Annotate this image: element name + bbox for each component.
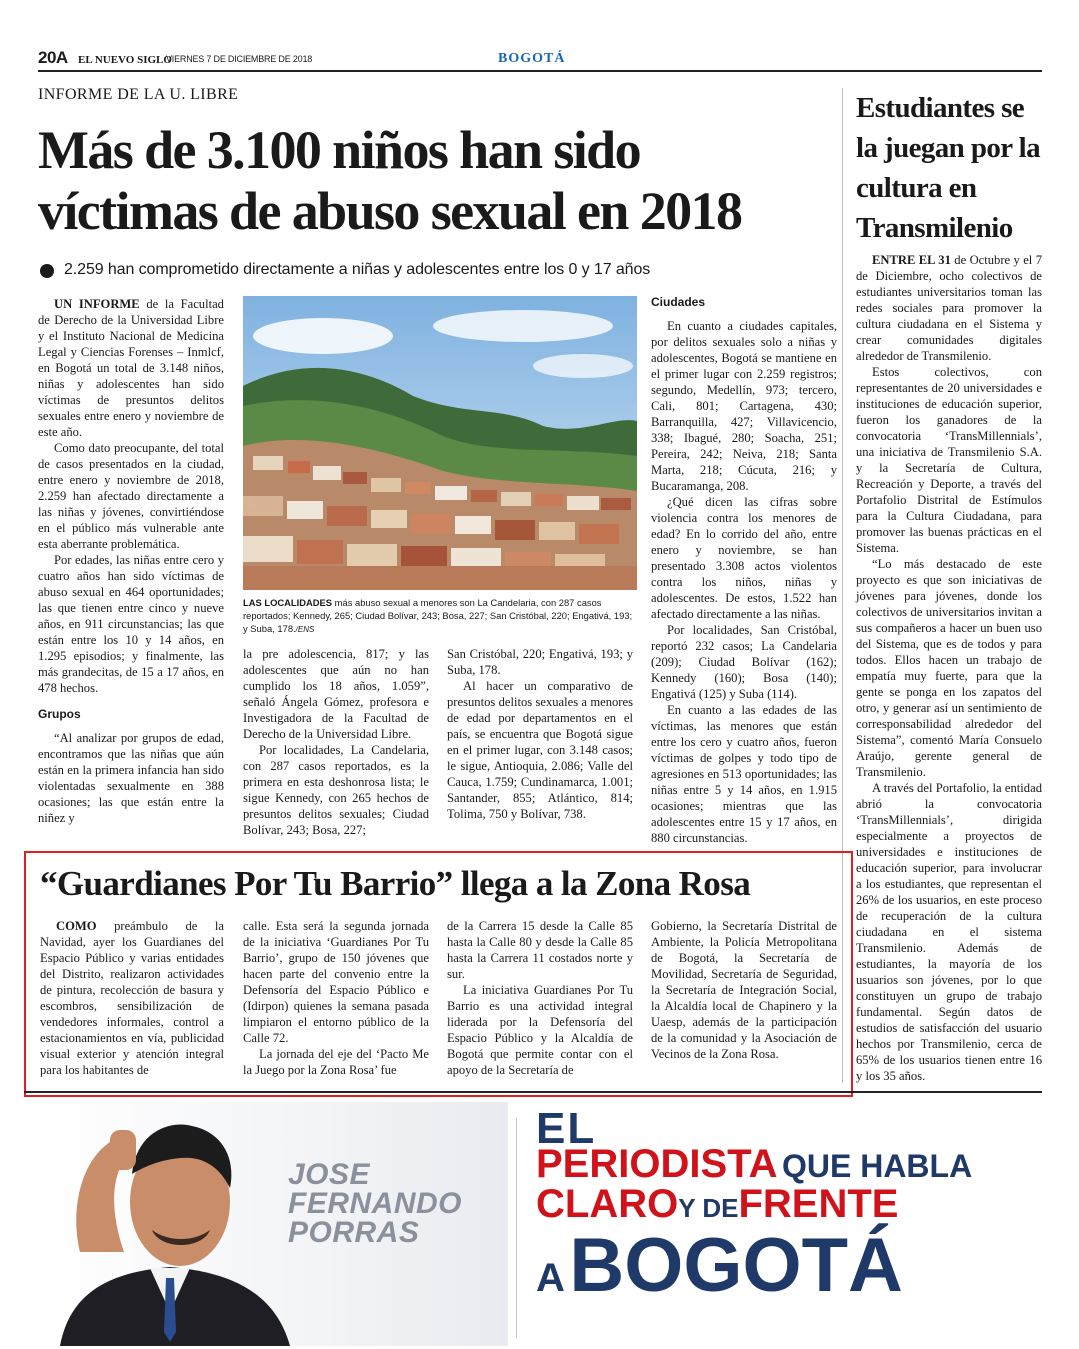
ad-name-line-3: PORRAS [288,1216,420,1249]
ad-slogan-line-2 [536,1142,972,1187]
boxed-story-headline: “Guardianes Por Tu Barrio” llega a la Zona Rosa [40,864,751,903]
paragraph: San Cristóbal, 220; Engativá, 193; y Suba, 178. [447,647,633,677]
lead-in: ENTRE EL 31 [872,253,951,267]
subheading-groups: Grupos [38,707,81,721]
paragraph: A través del Portafolio, la entidad abrió la convocatoria ‘TransMillennials’, dirigida especialmente a proyectos de universidades e instituciones de educación superior, para involucrar a los estudiantes, que representan el 26% de los usuarios, en este proceso de recuperación de la cultura ciudadana en el sistema Transmilenio. Además de estudiantes, la mayoría de los usuarios son jóvenes, por lo que constituyen un grupo de trabajo fundamental. Según datos de estudios de satisfacción del usuario hechos por Transmilenio, cerca de 65% de los usuarios tienen entre 16 y los 35 años. [856,781,1042,1083]
paragraph: Al hacer un comparativo de presuntos delitos sexuales a menores de edad por departamentos en el país, se encuentra que Bogotá sigue en el primer lugar, con 3.148 casos; le sigue, Antioquia, 2.086; Valle del Cauca, 1.759; Cundinamarca, 1.001; Santander, 855; Atlántico, 814; Tolima, 750 y Bolívar, 738. [447,679,633,821]
ad-slogan-line-4 [536,1222,903,1309]
candidate-portrait-illustration [40,1102,300,1346]
paragraph: Gobierno, la Secretaría Distrital de Ambiente, la Policía Metropolitana de Bogotá, la Secretaría de Movilidad, Secretaría de Seguridad, la Secretaría de Integración Social, la Alcaldía local de Chapinero y la Uaesp, además de la participación de la comunidad y la Asociación de Vecinos de la Zona Rosa. [651,919,837,1061]
paragraph [856,252,1042,364]
article-column-3 [447,646,633,822]
city-hillside-photo [243,296,637,590]
paragraph: Por edades, las niñas entre cero y cuatro años han sido víctimas de abuso sexual en 464 oportunidades; las que tienen entre cinco y nueve años, en 911 circunstancias; las que están entre los 10 y 14 años, en 1.295 episodios; y finalmente, las más grandecitas, de 15 a 17 años, en 478 hechos. [38,553,224,695]
photo-caption [243,596,637,636]
ad-name-line-1: JOSE [288,1158,371,1191]
ad-slogan-line-3 [536,1182,898,1227]
ad-word-frente: FRENTE [738,1182,899,1226]
ad-name-line-2: FERNANDO [288,1187,462,1220]
headline-line-2: víctimas de abuso sexual en 2018 [38,181,742,241]
page-number: 20A [38,48,68,67]
article-column-2 [243,646,429,838]
paragraph-text: preámbulo de la Navidad, ayer los Guardianes del Espacio Público y varias entidades del Distrito, realizaron actividades de pintura, recolección de basura y escombros, sensibilización de vendedores informales, control a estacionamientos en vía, publicidad visual exterior y atención integral para los habitantes de [40,919,224,1077]
caption-lead: LAS LOCALIDADES [243,597,333,608]
ad-candidate-name [288,1160,462,1247]
article-kicker: INFORME DE LA U. LIBRE [38,86,239,103]
ad-divider [516,1118,517,1338]
ad-word-claro: CLARO [536,1182,679,1226]
sidebar-column [856,252,1042,1084]
lead-in: COMO [56,919,97,933]
paragraph-text: de Octubre y el 7 de Diciembre, ocho colectivos de estudiantes universitarios toman las redes sociales para promover la cultura ciudadana en el Sistema y crear comunidades digitales alrededor de Transmilenio. [856,253,1043,363]
ad-word-y-de: Y DE [678,1193,739,1223]
paragraph: En cuanto a ciudades capitales, por delitos sexuales solo a niñas y adolescentes, Bogotá se mantiene en el primer lugar con 2.259 registros; segundo, Medellín, 973; tercero, Cali, 801; Cartagena, 430; Barranquilla, 427; Villavicencio, 338; Ibagué, 280; Soacha, 251; Pereira, 242; Neiva, 218; Santa Marta, 218; Cúcuta, 216; y Bucaramanga, 208. [651,319,837,493]
paragraph: “Al analizar por grupos de edad, encontramos que las niñas que aún están en la primera infancia han sido violentadas sexualmente en 388 ocasiones; las que están entre la niñez y [38,731,224,825]
paragraph: En cuanto a las edades de las víctimas, las menores que están entre los cero y cuatro años, fueron víctimas de golpes y todo tipo de agresiones en 513 oportunidades; las niñas entre 5 y 14 años, en 1.915 ocasiones; mientras que las adolescentes entre 15 y 17 años, en 880 circunstancias. [651,703,837,845]
ad-word-periodista: PERIODISTA [536,1142,778,1186]
photo-credit: /ENS [295,625,315,634]
paragraph: Por localidades, San Cristóbal, reportó 232 casos; La Candelaria (209); Ciudad Bolívar (162); Kennedy (160); Bosa (140); Engativá (125) y Suba (114). [651,623,837,701]
article-column-1 [38,296,224,826]
headline-line-1: Más de 3.100 niños han sido [38,120,640,180]
ad-separator-rule [24,1091,1042,1093]
ad-word-a: A [536,1256,565,1300]
lead-in: UN INFORME [54,297,140,311]
paragraph: Por localidades, La Candelaria, con 287 casos reportados, es la primera en esta deshonrosa lista; le sigue Kennedy, con 265 hechos de presuntos delitos sexuales; Ciudad Bolívar, 243; Bosa, 227; [243,743,429,837]
article-headline [38,120,838,242]
ad-word-bogota: BOGOTÁ [569,1223,903,1308]
sidebar-headline: Estudiantes se la juegan por la cultura en Transmilenio [856,92,1041,244]
boxed-column-4 [651,918,837,1062]
paragraph-text: de la Facultad de Derecho de la Universidad Libre y el Instituto Nacional de Medicina Legal y Ciencias Forenses – Inmlcf, en Bogotá un total de 3.148 niños, niñas y adolescentes han sido víctimas de presuntos delitos sexuales entre enero y noviembre de este año. [38,297,224,439]
newspaper-name: EL NUEVO SIGLO [78,54,172,66]
paragraph: ¿Qué dicen las cifras sobre violencia contra los menores de edad? En lo corrido del año, entre enero y noviembre, se han presentado 3.308 actos violentos contra los niños, niñas y adolescentes. De estos, 1.522 han afectado directamente a las niñas. [651,495,837,621]
caption-text: más abuso sexual a menores son La Candelaria, con 287 casos reportados; Kennedy, 265; Ciudad Bolívar, 243; Bosa, 227; San Cristóbal, 220; Engativá, 193; y Suba, 178. [243,597,633,634]
header-rule [38,70,1042,72]
paragraph [40,918,224,1078]
paragraph: calle. Esta será la segunda jornada de la iniciativa ‘Guardianes Por Tu Barrio’, grupo de 150 jóvenes que hacen parte del convenio entre la Defensoría del Espacio Público e (Idirpon) quienes la semana pasada limpiaron el entorno público de la Calle 72. [243,919,429,1045]
article-subhead: 2.259 han comprometido directamente a niñas y adolescentes entre los 0 y 17 años [64,261,651,278]
paragraph: Estos colectivos, con representantes de 20 universidades e instituciones de educación superior, fueron los ganadores de la convocatoria ‘TransMillennials’, una iniciativa de Transmilenio S.A. y la Secretaría de Cultura, Recreación y Deporte, a través del Portafolio Distrital de Estímulos para la Cultura Ciudadana, para promover las buenas prácticas en el Sistema. [856,365,1042,555]
boxed-column-2 [243,918,429,1078]
paragraph: de la Carrera 15 desde la Calle 85 hasta la Calle 80 y desde la Calle 85 hasta la Carrera 11 costados norte y sur. [447,919,633,981]
paragraph [38,296,224,440]
paragraph: la pre adolescencia, 817; y las adolescentes que aún no han cumplido los 18 años, 1.059”, señaló Ángela Gómez, profesora e Investigadora de la Facultad de Derecho de la Universidad Libre. [243,647,429,741]
paragraph: Como dato preocupante, del total de casos presentados en la ciudad, entre enero y noviembre de 2018, 2.259 han afectado directamente a las niñas y jóvenes, convirtiéndose en el público más vulnerable ante esta aberrante problemática. [38,441,224,551]
paragraph: La iniciativa Guardianes Por Tu Barrio es una actividad integral liderada por la Defensoría del Espacio Público y la Alcaldía de Bogotá que permite contar con el apoyo de la Secretaría de [447,983,633,1077]
ad-word-que-habla: QUE HABLA [781,1148,973,1184]
boxed-column-1 [40,918,224,1078]
article-column-4 [651,288,837,846]
bullet-icon [40,264,54,278]
section-label: BOGOTÁ [498,51,566,66]
issue-date: VIERNES 7 DE DICIEMBRE DE 2018 [166,54,313,64]
paragraph: La jornada del eje del ‘Pacto Me la Juego por la Zona Rosa’ fue [243,1047,429,1077]
ad-slogan-el: EL [536,1104,597,1153]
boxed-column-3 [447,918,633,1078]
subheading-cities: Ciudades [651,295,706,309]
paragraph: “Lo más destacado de este proyecto es que son iniciativas de jóvenes para jóvenes, donde los colectivos de universitarios invitan a sus compañeros a hacer un buen uso del Sistema, que es de todos y para todos. Ellos hacen un trabajo de empatía muy fuerte, para que la gente se ponga en los zapatos del otro, y generar así un sentimiento de corresponsabilidad alrededor del Sistema”, comentó María Consuelo Araújo, gerente general de Transmilenio. [856,557,1042,779]
